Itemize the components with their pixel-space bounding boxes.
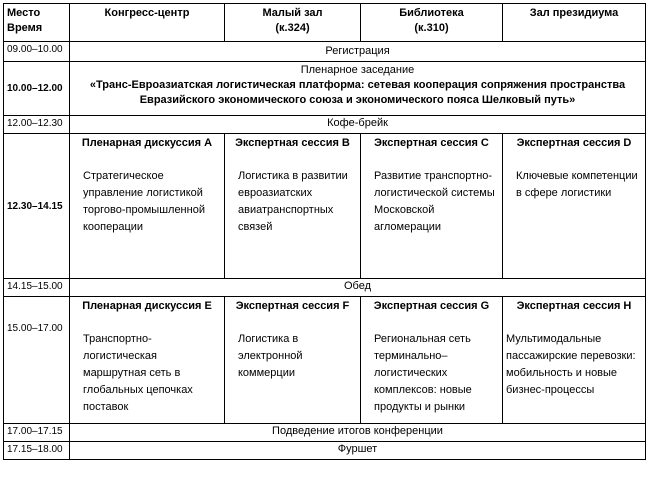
row-closing	[4, 424, 646, 442]
session-description: Стратегическое управление логистикой торгово-промышленной кооперации	[83, 170, 205, 233]
session-cell	[225, 134, 361, 279]
time-cell: 10.00–12.00	[4, 62, 70, 116]
session-description: Мультимодальные пассажирские перевозки: мобильность и новые бизнес-процессы	[506, 333, 636, 396]
session-description: Логистика в развитии евроазиатских авиатранспортных связей	[238, 170, 348, 233]
session-cell	[361, 297, 503, 424]
session-title: Экспертная сессия B	[235, 137, 350, 149]
header-row	[4, 4, 646, 42]
session-description: Логистика в электронной коммерции	[238, 333, 303, 379]
time-cell: 15.00–17.00	[4, 297, 70, 424]
header-presidium-hall	[503, 4, 646, 42]
session-title: Пленарная дискуссия A	[81, 137, 213, 149]
header-congress-center-label: Конгресс-центр	[104, 7, 190, 19]
session-description: Региональная сеть терминально–логистических комплексов: новые продукты и рынки	[374, 333, 472, 413]
header-library	[361, 4, 503, 42]
buffet-cell: Фуршет	[70, 442, 646, 460]
header-small-hall-label: Малый зал (к.324)	[262, 7, 323, 34]
session-title: Экспертная сессия C	[374, 137, 489, 149]
row-buffet	[4, 442, 646, 460]
time-cell: 17.15–18.00	[4, 442, 70, 460]
session-cell	[503, 297, 646, 424]
session-title: Пленарная дискуссия E	[82, 300, 212, 312]
header-place-label: Место	[7, 7, 41, 19]
session-description: Развитие транспортно-логистической системы Московской агломерации	[374, 170, 495, 233]
session-title: Экспертная сессия H	[516, 300, 632, 312]
lunch-cell: Обед	[70, 279, 646, 297]
row-sessions-1	[4, 134, 646, 279]
session-title: Экспертная сессия G	[373, 300, 490, 312]
row-coffee-break	[4, 116, 646, 134]
row-lunch	[4, 279, 646, 297]
time-cell: 14.15–15.00	[4, 279, 70, 297]
header-place-time	[4, 4, 70, 42]
registration-cell: Регистрация	[70, 42, 646, 62]
plenary-cell	[70, 62, 646, 116]
row-registration	[4, 42, 646, 62]
plenary-topic: «Транс-Евроазиатская логистическая платформа: сетевая кооперация сопряжения пространства Евразийского экономического союза и экономического пояса Шелковый путь»	[89, 79, 626, 106]
closing-cell: Подведение итогов конференции	[70, 424, 646, 442]
header-small-hall	[225, 4, 361, 42]
time-cell: 17.00–17.15	[4, 424, 70, 442]
session-cell	[503, 134, 646, 279]
time-cell: 09.00–10.00	[4, 42, 70, 62]
session-cell	[225, 297, 361, 424]
session-title: Экспертная сессия F	[235, 300, 350, 312]
conference-schedule-table	[3, 3, 646, 460]
time-cell: 12.30–14.15	[4, 134, 70, 279]
plenary-title: Пленарное заседание	[300, 64, 415, 76]
header-library-label: Библиотека (к.310)	[399, 7, 464, 34]
session-title: Экспертная сессия D	[516, 137, 632, 149]
header-time-label: Время	[7, 22, 43, 34]
session-cell	[70, 134, 225, 279]
session-cell	[70, 297, 225, 424]
session-description: Транспортно-логистическая маршрутная сеть в глобальных цепочках поставок	[83, 333, 193, 413]
session-description: Ключевые компетенции в сфере логистики	[516, 170, 638, 199]
header-presidium-hall-label: Зал президиума	[529, 7, 619, 19]
time-cell: 12.00–12.30	[4, 116, 70, 134]
coffee-break-cell: Кофе-брейк	[70, 116, 646, 134]
row-plenary	[4, 62, 646, 116]
header-congress-center	[70, 4, 225, 42]
session-cell	[361, 134, 503, 279]
row-sessions-2	[4, 297, 646, 424]
